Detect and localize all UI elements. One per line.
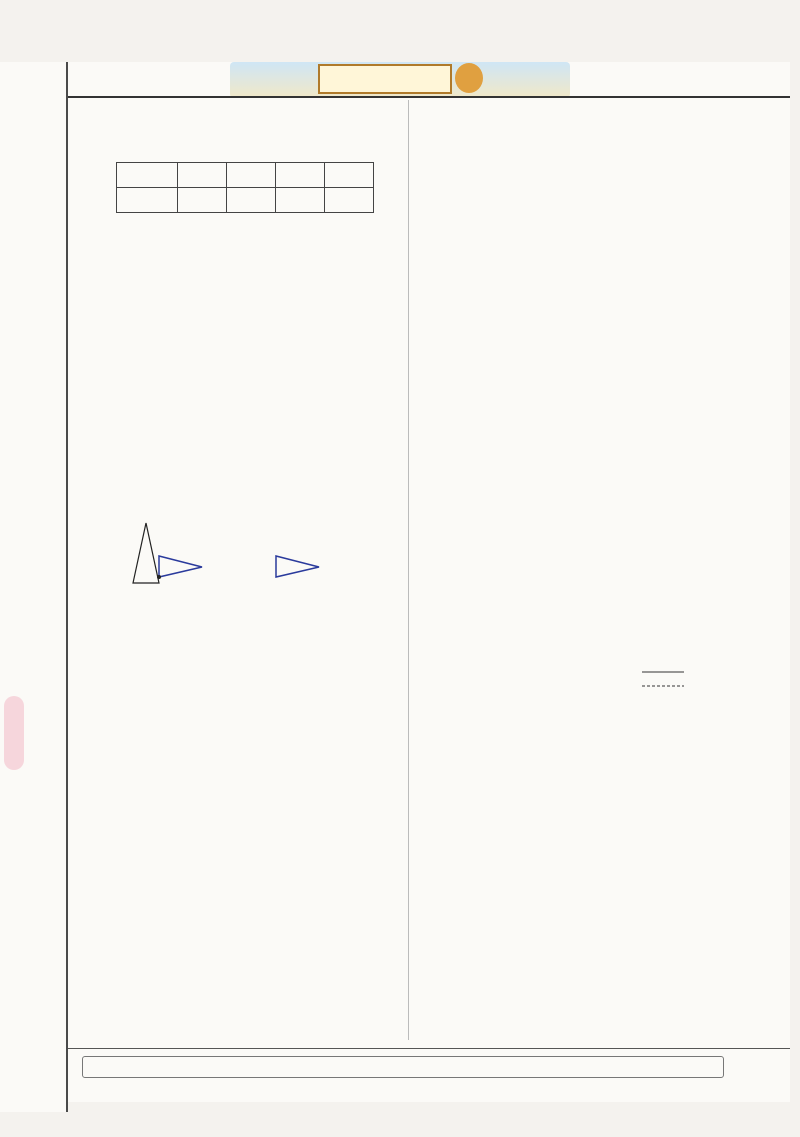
table-cell [178,188,227,213]
column-divider [408,100,409,1040]
table-cell [117,163,178,188]
pig-mascot [4,696,24,770]
table-cell [227,188,276,213]
lion-mascot-icon [455,63,483,93]
header-rule [68,96,790,98]
table-row [117,188,374,213]
point-o [157,575,161,579]
footer-motto [82,1056,724,1078]
banner-title [318,64,452,94]
grid-paper [82,522,382,642]
table-cell [117,188,178,213]
table-cell [276,188,325,213]
table-cell [178,163,227,188]
shape-2 [159,556,202,577]
answer-strip [0,62,68,1112]
table-cell [325,188,374,213]
subject-title [610,72,619,87]
footer-rule [68,1048,790,1049]
shape-1 [133,523,159,583]
shape-3 [276,556,319,577]
wire-table [116,162,374,213]
table-cell [325,163,374,188]
sales-line-chart [412,646,788,836]
grade-issue [72,74,82,87]
table-cell [276,163,325,188]
table-row [117,163,374,188]
table-cell [227,163,276,188]
